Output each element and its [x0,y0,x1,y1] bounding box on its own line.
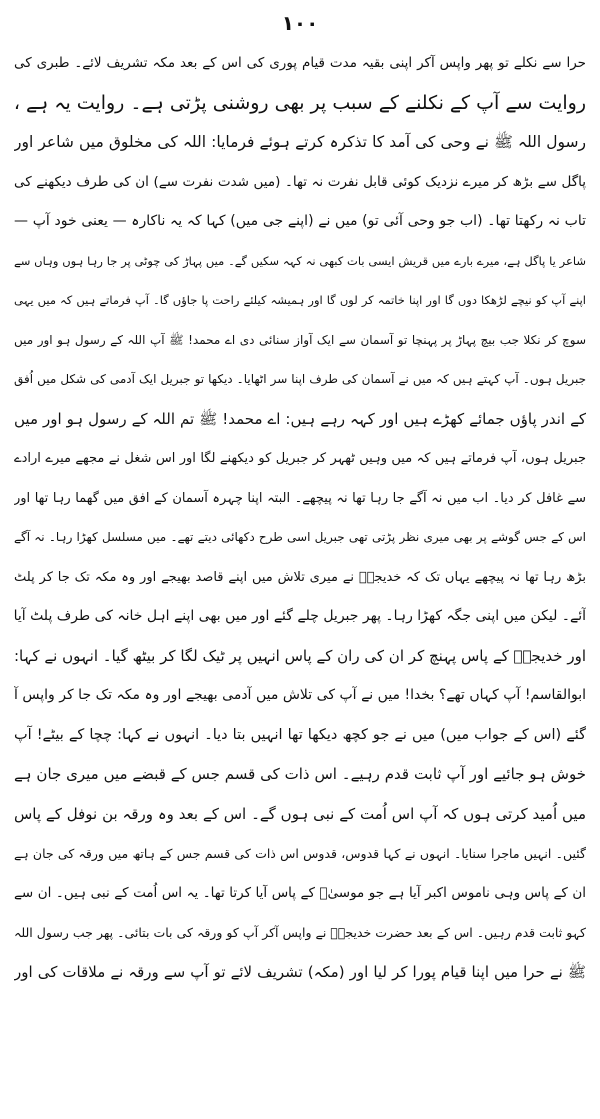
text-line: اپنے آپ کو نیچے لڑھکا دوں گا اور اپنا خاتمہ کر لوں گا اور ہمیشہ کیلئے راحت پا جاؤں گا۔ آپ فرماتے ہیں کہ میں یہی [14,293,586,307]
text-line: کہو ثابت قدم رہیں۔ اس کے بعد حضرت خدیجہؓ نے واپس آکر آپ کو ورقہ کی بات بتائی۔ پھر جب رسول اللہ [14,925,586,940]
text-line: روایت سے آپ کے نکلنے کے سبب پر بھی روشنی پڑتی ہے۔ روایت یہ ہے ، [14,91,586,114]
text-line: ﷺ نے حرا میں اپنا قیام پورا کر لیا اور (مکہ) تشریف لائے تو آپ سے ورقہ نے ملاقات کی اور [14,962,586,981]
text-line: شاعر یا پاگل ہے، میرے بارے میں قریش ایسی بات کبھی نہ کہہ سکیں گے۔ میں پہاڑ کی چوٹی پر جا رہا ہوں وہاں سے [14,253,586,268]
text-line: کے اندر پاؤں جمائے کھڑے ہیں اور کہہ رہے ہیں: اے محمد! ﷺ تم اللہ کے رسول ہو اور میں [14,409,586,428]
text-line: خوش ہو جائیے اور آپ ثابت قدم رہیے۔ اس ذات کی قسم جس کے قبضے میں میری جان ہے [14,765,586,783]
text-line: گئیں۔ انہیں ماجرا سنایا۔ انہوں نے کہا قدوس، قدوس اس ذات کی قسم جس کے ہاتھ میں ورقہ کی جان ہے [14,846,586,861]
text-line: پاگل سے بڑھ کر میرے نزدیک کوئی قابل نفرت نہ تھا۔ (میں شدت نفرت سے) ان کی طرف دیکھنے کی [14,173,586,190]
text-line: اور خدیجہؓ کے پاس پہنچ کر ان کی ران کے پاس انہیں پر ٹیک لگا کر بیٹھ گیا۔ انہوں نے کہا: [14,646,586,665]
text-line: تاب نہ رکھتا تھا۔ (اب جو وحی آئی تو) میں نے (اپنے جی میں) کہا کہ یہ ناکارہ — یعنی خود آپ — [14,213,586,229]
text-line: جبریل ہوں۔ آپ کہتے ہیں کہ میں نے آسمان کی طرف اپنا سر اٹھایا۔ دیکھا تو جبریل ایک آدمی کی شکل میں اُفق [14,372,586,386]
text-line: سے غافل کر دیا۔ اب میں نہ آگے جا رہا تھا نہ پیچھے۔ البتہ اپنا چہرہ آسمان کے افق میں گھما رہا تھا اور [14,490,586,506]
text-line: رسول اللہ ﷺ نے وحی کی آمد کا تذکرہ کرتے ہوئے فرمایا: اللہ کی مخلوق میں شاعر اور [14,133,586,151]
text-line: ابوالقاسم! آپ کہاں تھے؟ بخدا! میں نے آپ کی تلاش میں آدمی بھیجے اور وہ مکہ تک جا کر واپس آ [14,687,586,703]
text-line: سوچ کر نکلا جب بیچ پہاڑ پر پہنچا تو آسمان سے ایک آواز سنائی دی اے محمد! ﷺ آپ اللہ کے رسول ہو اور میں [14,332,586,347]
text-line: حرا سے نکلے تو پھر واپس آکر اپنی بقیہ مدت قیام پوری کی اس کے بعد مکہ تشریف لائے۔ طبری کی [14,55,586,71]
text-line: جبریل ہوں، آپ فرماتے ہیں کہ میں وہیں ٹھہر کر جبریل کو دیکھنے لگا اور اس شغل نے مجھے میرے ارادے [14,451,586,466]
text-line: آئے۔ لیکن میں اپنی جگہ کھڑا رہا۔ پھر جبریل چلے گئے اور میں بھی اپنے اہل خانہ کی طرف پلٹ آیا [14,608,586,624]
text-line: اس کے جس گوشے پر بھی میری نظر پڑتی تھی جبریل اسی طرح دکھائی دیتے تھے۔ میں مسلسل کھڑا رہا۔ نہ آگے [14,530,586,544]
body-text [14,44,586,992]
text-line: میں اُمید کرتی ہوں کہ آپ اس اُمت کے نبی ہوں گے۔ اس کے بعد وہ ورقہ بن نوفل کے پاس [14,804,586,823]
page-number: ۱۰۰ [281,11,319,35]
text-line: بڑھ رہا تھا نہ پیچھے یہاں تک کہ خدیجہؓ نے میری تلاش میں اپنے قاصد بھیجے اور وہ مکہ تک جا کر پلٹ [14,569,586,585]
text-line: ان کے پاس وہی ناموس اکبر آیا ہے جو موسیٰؑ کے پاس آیا کرتا تھا۔ یہ اس اُمت کے نبی ہیں۔ ان سے [14,884,586,901]
text-line: گئے (اس کے جواب میں) میں نے جو کچھ دیکھا تھا انہیں بتا دیا۔ انہوں نے کہا: چچا کے بیٹے! آپ [14,726,586,743]
